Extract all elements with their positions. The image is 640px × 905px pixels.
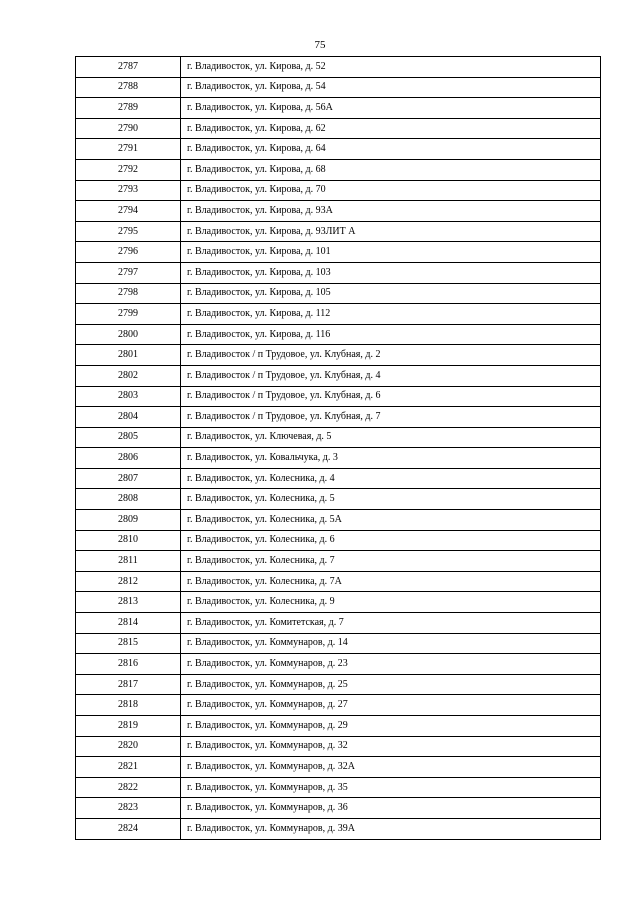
row-number-cell: 2801: [76, 345, 181, 366]
row-number-cell: 2798: [76, 283, 181, 304]
address-table-body: [76, 57, 601, 840]
row-number-cell: 2813: [76, 592, 181, 613]
table-row: [76, 304, 601, 325]
table-row: [76, 736, 601, 757]
row-number-cell: 2823: [76, 798, 181, 819]
table-row: [76, 613, 601, 634]
address-cell: г. Владивосток, ул. Колесника, д. 5А: [181, 510, 601, 531]
table-row: [76, 468, 601, 489]
address-cell: г. Владивосток, ул. Коммунаров, д. 36: [181, 798, 601, 819]
address-cell: г. Владивосток, ул. Коммунаров, д. 25: [181, 674, 601, 695]
address-cell: г. Владивосток, ул. Коммунаров, д. 32А: [181, 757, 601, 778]
row-number-cell: 2804: [76, 407, 181, 428]
table-row: [76, 262, 601, 283]
row-number-cell: 2812: [76, 571, 181, 592]
row-number-cell: 2817: [76, 674, 181, 695]
address-cell: г. Владивосток, ул. Коммунаров, д. 29: [181, 716, 601, 737]
row-number-cell: 2808: [76, 489, 181, 510]
row-number-cell: 2797: [76, 262, 181, 283]
address-cell: г. Владивосток, ул. Кирова, д. 70: [181, 180, 601, 201]
page-number: 75: [314, 39, 326, 51]
table-row: [76, 427, 601, 448]
address-cell: г. Владивосток, ул. Колесника, д. 9: [181, 592, 601, 613]
address-cell: г. Владивосток, ул. Колесника, д. 7А: [181, 571, 601, 592]
address-cell: г. Владивосток, ул. Колесника, д. 7: [181, 551, 601, 572]
row-number-cell: 2809: [76, 510, 181, 531]
table-row: [76, 118, 601, 139]
row-number-cell: 2793: [76, 180, 181, 201]
table-row: [76, 365, 601, 386]
row-number-cell: 2799: [76, 304, 181, 325]
table-row: [76, 180, 601, 201]
table-row: [76, 324, 601, 345]
row-number-cell: 2822: [76, 777, 181, 798]
row-number-cell: 2814: [76, 613, 181, 634]
table-row: [76, 592, 601, 613]
address-cell: г. Владивосток / п Трудовое, ул. Клубная, д. 7: [181, 407, 601, 428]
table-row: [76, 633, 601, 654]
table-row: [76, 139, 601, 160]
table-row: [76, 654, 601, 675]
row-number-cell: 2800: [76, 324, 181, 345]
address-cell: г. Владивосток / п Трудовое, ул. Клубная, д. 2: [181, 345, 601, 366]
row-number-cell: 2789: [76, 98, 181, 119]
table-row: [76, 159, 601, 180]
row-number-cell: 2818: [76, 695, 181, 716]
address-table: [75, 56, 601, 840]
address-cell: г. Владивосток, ул. Колесника, д. 5: [181, 489, 601, 510]
table-row: [76, 283, 601, 304]
row-number-cell: 2805: [76, 427, 181, 448]
address-cell: г. Владивосток, ул. Колесника, д. 4: [181, 468, 601, 489]
row-number-cell: 2819: [76, 716, 181, 737]
address-cell: г. Владивосток, ул. Коммунаров, д. 32: [181, 736, 601, 757]
address-cell: г. Владивосток, ул. Коммунаров, д. 14: [181, 633, 601, 654]
row-number-cell: 2820: [76, 736, 181, 757]
address-cell: г. Владивосток, ул. Кирова, д. 93ЛИТ А: [181, 221, 601, 242]
address-cell: г. Владивосток, ул. Кирова, д. 62: [181, 118, 601, 139]
table-row: [76, 386, 601, 407]
address-cell: г. Владивосток, ул. Комитетская, д. 7: [181, 613, 601, 634]
address-cell: г. Владивосток / п Трудовое, ул. Клубная, д. 4: [181, 365, 601, 386]
row-number-cell: 2816: [76, 654, 181, 675]
table-row: [76, 695, 601, 716]
table-row: [76, 77, 601, 98]
row-number-cell: 2796: [76, 242, 181, 263]
address-cell: г. Владивосток, ул. Кирова, д. 112: [181, 304, 601, 325]
address-cell: г. Владивосток, ул. Кирова, д. 52: [181, 57, 601, 78]
table-row: [76, 716, 601, 737]
table-row: [76, 242, 601, 263]
address-cell: г. Владивосток, ул. Коммунаров, д. 27: [181, 695, 601, 716]
address-cell: г. Владивосток, ул. Кирова, д. 101: [181, 242, 601, 263]
table-row: [76, 551, 601, 572]
address-cell: г. Владивосток, ул. Кирова, д. 93А: [181, 201, 601, 222]
table-row: [76, 221, 601, 242]
row-number-cell: 2803: [76, 386, 181, 407]
table-row: [76, 674, 601, 695]
row-number-cell: 2795: [76, 221, 181, 242]
address-cell: г. Владивосток, ул. Коммунаров, д. 35: [181, 777, 601, 798]
address-cell: г. Владивосток, ул. Коммунаров, д. 23: [181, 654, 601, 675]
row-number-cell: 2810: [76, 530, 181, 551]
address-cell: г. Владивосток, ул. Коммунаров, д. 39А: [181, 818, 601, 839]
table-row: [76, 798, 601, 819]
address-cell: г. Владивосток, ул. Ковальчука, д. 3: [181, 448, 601, 469]
row-number-cell: 2788: [76, 77, 181, 98]
address-cell: г. Владивосток, ул. Кирова, д. 105: [181, 283, 601, 304]
table-row: [76, 757, 601, 778]
row-number-cell: 2791: [76, 139, 181, 160]
table-row: [76, 98, 601, 119]
address-cell: г. Владивосток, ул. Ключевая, д. 5: [181, 427, 601, 448]
row-number-cell: 2790: [76, 118, 181, 139]
address-cell: г. Владивосток / п Трудовое, ул. Клубная, д. 6: [181, 386, 601, 407]
table-row: [76, 407, 601, 428]
table-row: [76, 777, 601, 798]
address-cell: г. Владивосток, ул. Кирова, д. 116: [181, 324, 601, 345]
address-cell: г. Владивосток, ул. Колесника, д. 6: [181, 530, 601, 551]
row-number-cell: 2821: [76, 757, 181, 778]
address-cell: г. Владивосток, ул. Кирова, д. 56А: [181, 98, 601, 119]
row-number-cell: 2824: [76, 818, 181, 839]
row-number-cell: 2807: [76, 468, 181, 489]
table-row: [76, 818, 601, 839]
address-cell: г. Владивосток, ул. Кирова, д. 54: [181, 77, 601, 98]
address-cell: г. Владивосток, ул. Кирова, д. 68: [181, 159, 601, 180]
table-row: [76, 57, 601, 78]
table-row: [76, 448, 601, 469]
table-row: [76, 489, 601, 510]
row-number-cell: 2792: [76, 159, 181, 180]
address-cell: г. Владивосток, ул. Кирова, д. 64: [181, 139, 601, 160]
table-row: [76, 201, 601, 222]
address-cell: г. Владивосток, ул. Кирова, д. 103: [181, 262, 601, 283]
row-number-cell: 2815: [76, 633, 181, 654]
table-row: [76, 345, 601, 366]
table-row: [76, 510, 601, 531]
row-number-cell: 2794: [76, 201, 181, 222]
table-row: [76, 530, 601, 551]
row-number-cell: 2802: [76, 365, 181, 386]
row-number-cell: 2806: [76, 448, 181, 469]
table-row: [76, 571, 601, 592]
row-number-cell: 2787: [76, 57, 181, 78]
row-number-cell: 2811: [76, 551, 181, 572]
